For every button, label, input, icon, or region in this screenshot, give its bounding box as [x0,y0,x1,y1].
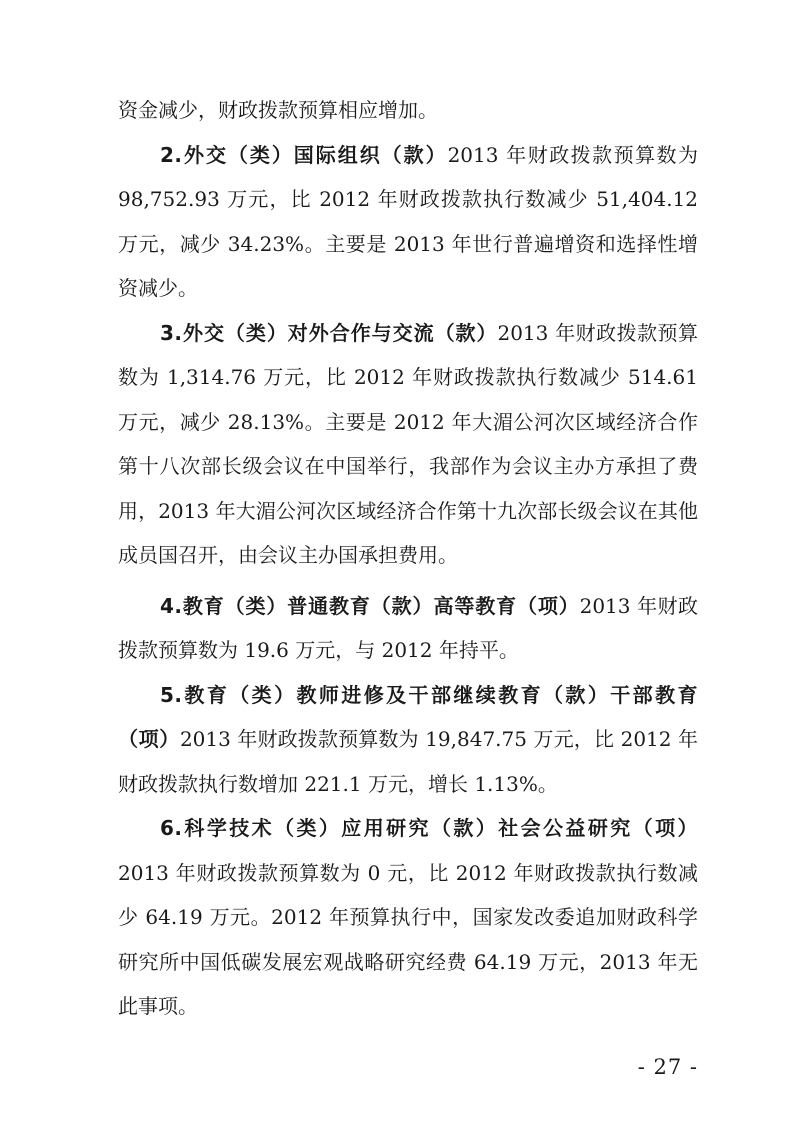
text-item-4: 2013 年财政拨款预算数为 19.6 万元，与 2012 年持平。 [118,593,699,662]
text-item-6: 2013 年财政拨款预算数为 0 元，比 2012 年财政拨款执行数减少 64.19 万元。2012 年预算执行中，国家发改委追加财政科学研究所中国低碳发展宏观战略研究经费 64.19 万元，2013 年无此事项。 [118,860,698,1018]
page-number: - 27 - [637,1055,698,1079]
heading-item-3: 3.外交（类）对外合作与交流（款） [160,320,498,345]
heading-item-6: 6.科学技术（类）应用研究（款）社会公益研究（项） [160,816,698,840]
paragraph-item-2 [118,133,698,311]
paragraph-item-6 [118,806,698,1029]
document-body [118,88,698,1029]
heading-item-5: 5.教育（类）教师进修及干部继续教育（款）干部教育（项） [118,682,698,751]
paragraph-item-4 [118,584,698,673]
intro-paragraph [118,88,698,133]
heading-item-2: 2.外交（类）国际组织（款） [160,142,448,167]
text-item-3: 2013 年财政拨款预算数为 1,314.76 万元，比 2012 年财政拨款执行数减少 514.61 万元，减少 28.13%。主要是 2012 年大湄公河次区域经济合作第十八次部长级会议在中国举行，我部作为会议主办方承担了费用，2013 年大湄公河次区域经济合作第十九次部长级会议在其他成员国召开，由会议主办国承担费用。 [118,320,699,567]
paragraph-item-3 [118,311,698,578]
text-item-2: 2013 年财政拨款预算数为 98,752.93 万元，比 2012 年财政拨款执行数减少 51,404.12 万元，减少 34.23%。主要是 2013 年世行普遍增资和选择性增资减少。 [118,142,698,300]
text-item-5: 2013 年财政拨款预算数为 19,847.75 万元，比 2012 年财政拨款执行数增加 221.1 万元，增长 1.13%。 [118,727,699,796]
intro-text: 资金减少，财政拨款预算相应增加。 [118,98,438,122]
heading-item-4: 4.教育（类）普通教育（款）高等教育（项） [160,593,580,618]
paragraph-item-5 [118,673,698,807]
